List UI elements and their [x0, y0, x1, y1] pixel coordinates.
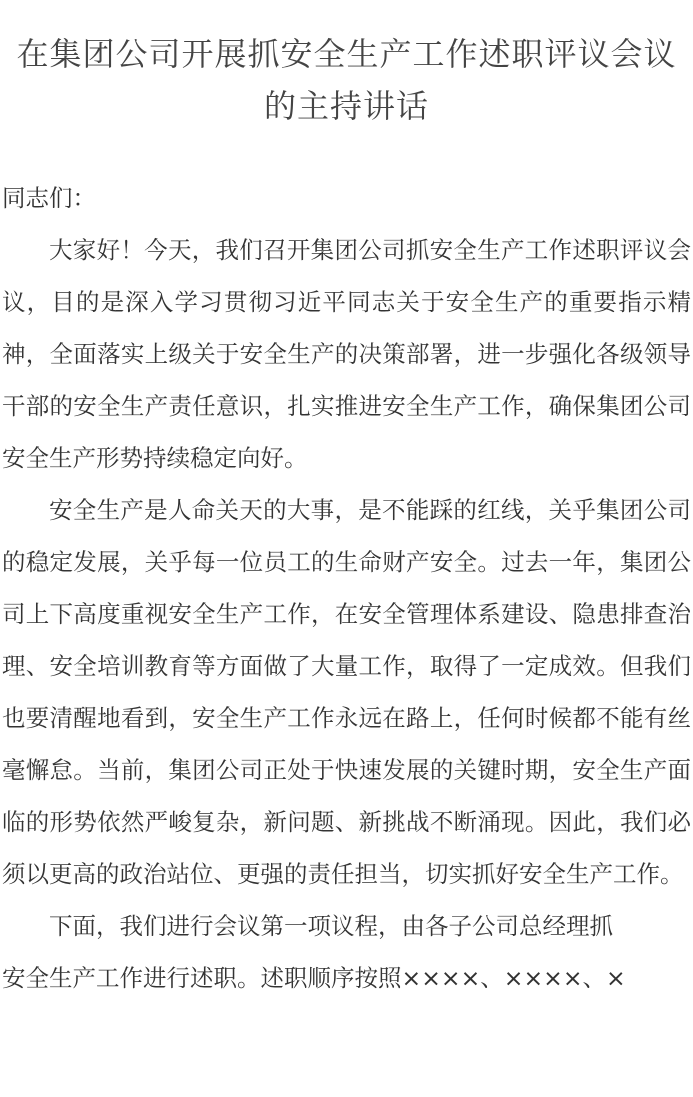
paragraph-agenda-line-1: 下面，我们进行会议第一项议程，由各子公司总经理抓 — [49, 912, 613, 940]
paragraph-agenda — [2, 900, 691, 1004]
paragraph-agenda-line-2: 安全生产工作进行述职。述职顺序按照××××、××××、× — [2, 964, 626, 992]
document-body — [0, 172, 693, 1004]
paragraph-safety-importance: 安全生产是人命关天的大事，是不能踩的红线，关乎集团公司的稳定发展，关乎每一位员工的生命财产安全。过去一年，集团公司上下高度重视安全生产工作，在安全管理体系建设、隐患排查治理、安全培训教育等方面做了大量工作，取得了一定成效。但我们也要清醒地看到，安全生产工作永远在路上，任何时候都不能有丝毫懈怠。当前，集团公司正处于快速发展的关键时期，安全生产面临的形势依然严峻复杂，新问题、新挑战不断涌现。因此，我们必须以更高的政治站位、更强的责任担当，切实抓好安全生产工作。 — [2, 496, 691, 888]
document-title: 在集团公司开展抓安全生产工作述职评议会议的主持讲话 — [16, 35, 677, 125]
salutation: 同志们： — [2, 184, 96, 212]
paragraph-opening: 大家好！今天，我们召开集团公司抓安全生产工作述职评议会议，目的是深入学习贯彻习近平同志关于安全生产的重要指示精神，全面落实上级关于安全生产的决策部署，进一步强化各级领导干部的安全生产责任意识，扎实推进安全生产工作，确保集团公司安全生产形势持续稳定向好。 — [2, 236, 691, 472]
